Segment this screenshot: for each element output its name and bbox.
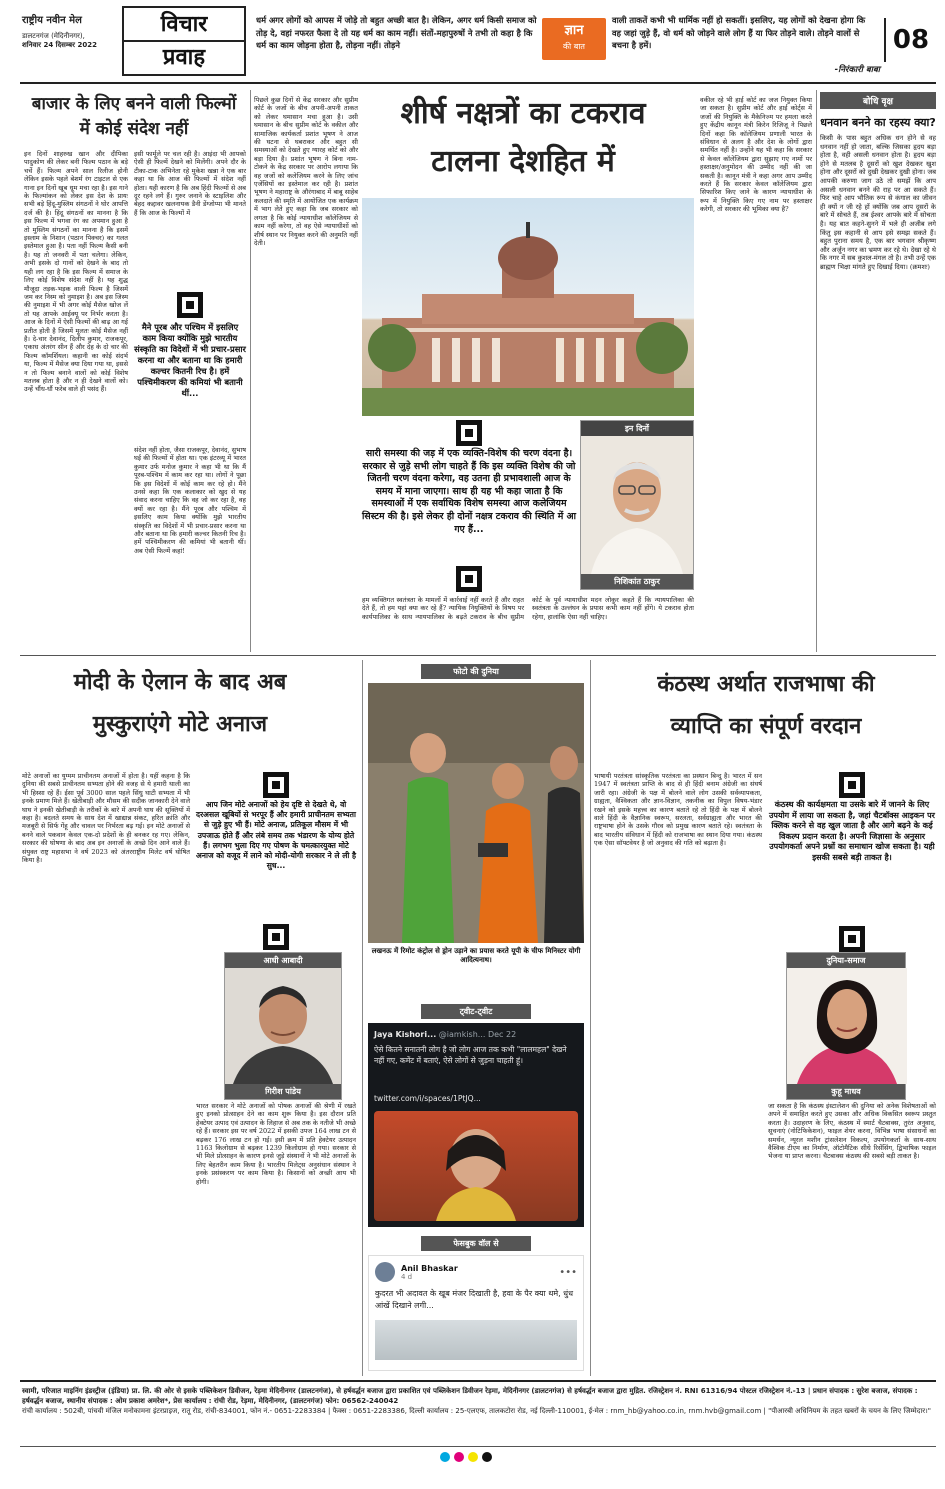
author-photo xyxy=(581,436,693,574)
quote-marker xyxy=(177,292,203,318)
sidebar-headline: धनवान बनने का रहस्य क्या? xyxy=(820,116,936,129)
millet-author-portrait xyxy=(225,968,341,1084)
facebook-image xyxy=(375,1320,577,1360)
language-author-tag: दुनिया-समाज xyxy=(787,953,905,968)
tweet-header xyxy=(374,1029,578,1040)
tweet-handle[interactable]: @iamkish... xyxy=(438,1030,486,1039)
quote-marker xyxy=(456,420,482,446)
facebook-section xyxy=(368,1236,584,1376)
tweet-section-tag: ट्वीट-ट्वीट xyxy=(421,1004,531,1019)
section-title-line1: विचार xyxy=(124,8,244,42)
author-photo-tag: इन दिनों xyxy=(581,421,693,436)
millet-body-col1: मोटे अनाजों का युग्मम प्राचीनतम अनाजों में होता है। यहीं कहना है कि दुनिया की सबसे प्राचीनतम सभ्यता होने की वजह से ये हमारी थाली का भी हिस्सा रहे हैं। ईसा पूर्व 3000 साल पहले सिंधु घाटी सभ्यता में भी इनके प्रमाण मिले हैं। खेतीबाड़ी और मौसम की सदीक जानकारी देने वाले घाघ ने इनकी खेतीबाड़ी के तरीकों के बारे में अपनी घाघ की सूक्तियों में कहा है। बदलते समय के साथ देश में खाद्यान्न संकट, हरित क्रांति और मजबूरी से सिर्फ गेंहू और चावल पर निर्भरता बढ़ गई। इन मोटे अनाजों से बनने वाले पकवान केवल एक-दो प्रदेशों के ही बनकर रह गए। लेकिन, सरकार की घोषणा के बाद अब इन अनाजों के अच्छे दिन आने वाले हैं। संयुक्त राष्ट्र महासभा ने वर्ष 2023 को अंतरराष्ट्रीय मिलेट वर्ष घोषित किया है। xyxy=(22,772,193,865)
photo-feature-tag: फोटो की दुनिया xyxy=(421,664,531,679)
supreme-court-image xyxy=(362,198,694,416)
language-pull-quote-box xyxy=(768,772,936,950)
gyan-badge-sub: की बात xyxy=(563,42,585,51)
masthead xyxy=(0,0,945,82)
paper-logo xyxy=(22,12,122,50)
sidebar-box xyxy=(820,92,939,652)
millet-body-col2: भारत सरकार ने मोटे अनाजों को पोषक अनाजों की श्रेणी में रखते हुए इनको प्रोत्साहन देने का काम शुरू किया है। इस दौरान प्रति हेक्टेयर उत्पाद एवं उत्पादन के लिहाज से अब तक के नतीजे भी अच्छे रहे हैं। सरकार इस पर वर्ष 2022 में इसकी उपज 164 लाख टन से बढ़कर 176 लाख टन हो गई। इसी क्रम में प्रति हेक्टेयर उत्पादन 1163 किलोग्राम से बढ़कर 1239 किलोग्राम हो गया। सरकार से भी मिले प्रोत्साहन के कारण इनसे जुड़े संस्थानों ने भी मोटे अनाजों के लिए बेहतरीन काम किया है। भारतीय मिलेट्स अनुसंधान संस्थान ने इनके प्रसंस्करण पर काम किया है। किसानों को अच्छी आय भी होगी। xyxy=(196,1102,359,1186)
section-rule xyxy=(20,655,936,656)
quote-marker xyxy=(839,926,865,952)
collegium-headline-line2: टालना देशहित में xyxy=(431,144,615,179)
quote-marker xyxy=(263,772,289,798)
tweet-card xyxy=(368,1023,584,1227)
tweet-author[interactable]: Jaya Kishori... xyxy=(374,1030,437,1039)
column-rule xyxy=(250,90,251,652)
quote-author: -निरंकारी बाबा xyxy=(834,65,880,75)
film-body-col1: इन दिनों शाहरुख खान और दीपिका पादुकोण की लेकर बनी फिल्म पठान के बड़े चर्चे हैं। फिल्म अपने साल रिलीज होनी लेकिन इसके पहले बेशर्म रंग टाइटल से एक गाना इन दिनों खूब धूम मचा रहा है। इस गाने के फिल्मांकन को लेकर इस देश के प्रायः सभी बड़े हिंदू-मुस्लिम संगठनों ने घोर आपत्ति दर्ज की है। हिंदू संगठनों का मानना है कि इस फिल्म में भगवा रंग का अपमान हुआ है तो मुस्लिम संगठनों का मानना है कि इसमें इस्लाम के निशान (पठान पिक्चर) का गलत इस्तेमाल हुआ है। पता नहीं फिल्म कैसी बनी है। यह तो जनवरी में पता चलेगा। लेकिन, अभी इसके दो गानों को देखने के बाद तो यही लग रहा है कि इस फिल्म में समाज के लिए कोई विशेष संदेश नहीं है। यह शुद्ध मौजूदा तड़क-भड़क वाली फिल्म है जिसमें जम कर निस्म को नुमाइश है। अब इस जिस्म की नुमाइश में भी अगर कोई मैसेज खोज लें तो यह आपके आईक्यू पर निर्भर करता है। आज के दिनों में ऐसी फिल्मों की बाढ़ आ गई प्रतीत होती है जिसमें मूलतः कोई मैसेज नहीं है। दे-चार देवानंद, दिलीप कुमार, राजकपूर, एकाध अंतरंग सीन हैं और देह के दो चार की फिल्म कॉमर्शियल। कहानी का कोई संदर्भ या, फिल्म में मैसेज क्या दिया गया था, इससे न तो फिल्म बनाने वालों को कोई विशेष मतलब होता है और न ही देखने वालों को। उन्हें चौंध-धौं फरेब वाले ही पसंद हैं। xyxy=(24,150,131,394)
cyan-dot xyxy=(440,1452,450,1462)
masthead-rule xyxy=(20,82,936,84)
facebook-author[interactable]: Anil Bhaskar xyxy=(401,1263,458,1273)
footer-rule xyxy=(20,1380,936,1382)
author-name: निशिकांत ठाकुर xyxy=(581,574,693,589)
section-title-box xyxy=(122,6,246,76)
facebook-header xyxy=(375,1262,577,1282)
language-headline-line2: व्याप्ति का संपूर्ण वरदान xyxy=(670,714,862,739)
facebook-text: कुदरत भी अदावत के खूब मंजर दिखाती है, हवा के पैर क्या थमे, धुंध आंखें दिखाने लगी... xyxy=(375,1289,574,1310)
tweet-date: Dec 22 xyxy=(487,1030,517,1039)
film-pull-quote: मैने पूरब और पश्चिम में इसलिए काम किया क्योंकि मुझे भारतीय संस्कृति का विदेशों में भी प्रचार-प्रसार करना था और बताना था कि हमारी कल्चर कितनी रिच है। हमें पश्चिमीकरण की कमियां भी बतानी थीं... xyxy=(134,322,246,398)
column-rule xyxy=(816,90,817,652)
film-headline: बाजार के लिए बनने वाली फिल्मों में कोई संदेश नहीं xyxy=(31,94,237,139)
millet-headline-line1: मोदी के ऐलान के बाद अब xyxy=(73,670,287,695)
tweet-link[interactable]: twitter.com/i/spaces/1PtJQ... xyxy=(374,1094,481,1103)
footer-line2: रांची कार्यालय : 502बी, पांचवी मंजिल मनोकामना इंटरप्राइज, रातू रोड, रांची-834001, फोन नं.- 0651-2283384 | फैक्स : 0651-2283386, दिल्ली कार्यालय : 25-एलएफ, तालकटोरा रोड, नई दिल्ली-110001, ई-मेल : rnm_hb@yahoo.co.in, rnm.hvb@gmail.com | "पीआरबी अधिनियम के तहत खबरों के चयन के लिए जिम्मेदार।" xyxy=(22,1407,931,1415)
collegium-headline xyxy=(360,90,686,190)
tweet-image xyxy=(374,1111,578,1221)
collegium-body-col1: पिछले कुछ दिनों से केंद्र सरकार और सुप्रीम कोर्ट के जजों के बीच अपनी-अपनी ताकत को लेकर घमासान मचा हुआ है। उसी घमासान के बीच सुप्रीम कोर्ट के वकील और सामाजिक कार्यकर्ता प्रशांत भूषण ने आज की घटना से घबराकर और बहुत सी समस्याओं को देखते हुए ग्यारह कोर्ट को और बड़ा दिया है। प्रशांत भूषण ने बिना नाम-टोकने के केंद्र सरकार पर आरोप लगाया कि वह जजों को कलेजियम करने के लिए जांच एजेंसियों का इस्तेमाल कर रही है। प्रशांत भूषण ने महाराष्ट्र के औरंगाबाद में बाबू साहेब कलदाते की स्मृति में आयोजित एक कार्यक्रम में भाग लेते हुए कहा कि जब सरकार को लगता है कि कोई न्यायाधीश कॉलेजियम से काम नहीं करेगा, तो वह ऐसे न्यायाधीशों को शीर्ष स्थान पर नियुक्त करने की अनुमति नहीं देती। xyxy=(254,96,361,247)
column-rule xyxy=(362,660,363,1376)
paper-date: शनिवार 24 दिसम्बर 2022 xyxy=(22,41,97,49)
sidebar-tag: बोधि वृक्ष xyxy=(820,92,936,109)
millet-author-photo xyxy=(225,968,341,1084)
footer-bottom-rule xyxy=(20,1446,936,1447)
tweet-portrait xyxy=(374,1111,578,1221)
quote-marker xyxy=(263,924,289,950)
black-dot xyxy=(482,1452,492,1462)
quote-right: वाली ताकतें कभी भी धार्मिक नहीं हो सकतीं। इसलिए, यह लोगों को देखना होगा कि वह जहां जुड़े हैं, वो धर्म को जोड़ने वाले लोग हैं या फिर तोड़ने वाले। तोड़ने वालों से बचना है हमें। xyxy=(612,15,866,51)
author-photo-box xyxy=(580,420,694,590)
magenta-dot xyxy=(454,1452,464,1462)
paper-place: डालटनगंज (मेदिनीनगर), xyxy=(22,32,85,40)
column-rule xyxy=(590,660,591,1376)
millet-pull-quote-box xyxy=(196,772,356,950)
millet-headline xyxy=(22,662,338,762)
millet-author-box xyxy=(224,952,342,1100)
language-author-name: कुहू माधव xyxy=(787,1084,905,1099)
language-body-col2: जा सकता है कि कंठस्थ इंस्टालेशन की दुनिया को अनेक विशेषताओं को अपने में समाहित करते हुए उसका और अधिक विकसित स्वरूप प्रस्तुत करता है। उदाहरण के लिए, कंठस्थ में स्मार्ट चैटबाक्स, तुरंत अनुवाद, सूचनाएं (नोटिफिकेशन), फाइल शेयर करना, विभिन्न भाषा संसाधनों का समर्थन, न्यूरल मशीन ट्रांसलेशन विकल्प, उपयोगकर्ता के साथ-साथ वैश्विक टीएम का निर्माण, ऑटोमैटिक सीधे रिसेंसिंग, द्विभाषिक फाइल भेजना या प्राप्त करना। चैटबाक्स कंठस्थ की सबसे बड़ी ताकत है। xyxy=(768,1102,939,1161)
footer-imprint xyxy=(22,1386,934,1442)
language-headline xyxy=(594,664,938,764)
millet-author-tag: आधी आबादी xyxy=(225,953,341,968)
millet-author-name: गिरीश पांडेय xyxy=(225,1084,341,1099)
collegium-headline-line1: शीर्ष नक्षत्रों का टकराव xyxy=(400,96,646,131)
language-author-box xyxy=(786,952,906,1100)
facebook-time: 4 d xyxy=(401,1272,413,1281)
tweet-text: ऐसे कितने सनातनी लोग है जो लोग आज तक कभी "लालमहल" देखने नहीं गए, कमेंट में बताएं, ऐसे लोगों से जुड़ना चाहती हूं। xyxy=(374,1045,567,1065)
quote-left: धर्म अगर लोगों को आपस में जोड़े तो बहुत अच्छी बात है। लेकिन, अगर धर्म किसी समाज को तोड़ दे, वहां नफरत फैला दे तो यह धर्म का काम नहीं। संतों-महापुरुषों ने तभी तो कहा है कि धर्म का काम जोड़ना होता है, तोड़ना नहीं। तोड़ने xyxy=(256,15,537,51)
author-portrait xyxy=(581,436,693,574)
tweet-section xyxy=(368,1004,584,1230)
quote-marker xyxy=(456,566,482,592)
film-body-col3: संदेश नहीं होता, जैसा राजकपूर, देवानंद, सुभाष घई की फिल्मों में होता था। एक इंटरव्यू में भारत कुमार उर्फ मनोज कुमार ने कहा भी था कि मैं पूरब-पश्चिम में काम कर रहा था। लोगों ने पूछा कि इस विदेशों में कोई काम कर रहे हो। मैंने उनसे कहा कि एक कलाकार को खुद से यह संवाद करना चाहिए कि वह जो कर रहा है, वह क्यों कर रहा है। मैंने पूरब और पश्चिम में इसलिए काम किया क्योंकि मुझे भारतीय संस्कृति का विदेशों में भी प्रचार-प्रसार करना था और बताना था कि हमारी कल्चर कितनी रिच है। हमें पश्चिमीकरण की कमियां भी बतानी थीं। अब ऐसी फिल्में कहां! xyxy=(134,446,249,555)
gyan-badge xyxy=(542,18,606,60)
collegium-pull-quote: सारी समस्या की जड़ में एक व्यक्ति-विशेष की चरण वंदना है। सरकार से जुड़े सभी लोग चाहते हैं कि इस व्यक्ति विशेष की जो जितनी चरण वंदना करेगा, वह उतना ही प्रभावशाली आज के समय में माना जाएगा। साथ ही यह भी कहा जाता है कि समस्याओं में एक सर्वाधिक विशेष समस्या आज कलेजियम सिस्टम की है। इसे लेकर ही दोनों नक्षत्र टकराव की स्थिति में आ गए हैं... xyxy=(362,448,577,535)
more-options-icon[interactable]: ••• xyxy=(559,1266,577,1278)
footer-line1: स्वामी, परिजात माइनिंग इंडस्ट्रीज (इंडिया) प्रा. लि. की ओर से इसके पब्लिकेशन डिवीजन, रेड़मा मेदिनीनगर (डालटनगंज), से हर्षवर्द्धन बजाज द्वारा प्रकाशित एवं पब्लिकेशन डिवीजन रेड़मा, मेदिनीनगर (डालटनगंज) से हर्षवर्द्धन बजाज द्वारा मुद्रित. रजिस्ट्रेशन नं. RNI 61316/94 पोस्टल रजिस्ट्रेशन नं.-13 | प्रधान संपादक : सुरेश बजाज, संपादक : हर्षवर्द्धन बजाज, स्थानीय संपादक : ओम प्रकाश अमरेश*, प्रेस कार्यालय : रांची रोड, रेड़मा, मेदिनीनगर, (डालटनगंज) फोन: 06562-240042 xyxy=(22,1387,918,1405)
quote-marker xyxy=(839,772,865,798)
collegium-pull-quote-box xyxy=(362,420,576,590)
supreme-court-building xyxy=(362,198,694,416)
film-pull-quote-box xyxy=(134,292,246,442)
language-author-photo xyxy=(787,968,905,1084)
photo-feature-box xyxy=(368,664,584,994)
photo-feature-image xyxy=(368,683,584,943)
registration-marks xyxy=(440,1452,520,1464)
paper-name: राष्ट्रीय नवीन मेल xyxy=(22,15,82,26)
gyan-badge-word: ज्ञान xyxy=(564,23,584,38)
page-number: 08 xyxy=(884,18,936,62)
facebook-card xyxy=(368,1255,584,1371)
facebook-section-tag: फेसबुक वॉल से xyxy=(421,1236,531,1251)
yellow-dot xyxy=(468,1452,478,1462)
collegium-body-col3: वकील रहे भी हाई कोर्ट का जज नियुक्त किया जा सकता है। सुप्रीम कोर्ट और हाई कोर्ट्स में जजों की नियुक्ति के मैकेनिज्म पर हमला करते हुए केंद्रीय कानून मंत्री किरेन रिजिजू ने पिछले दिनों कहा कि कॉलेजियम प्रणाली भारत के संविधान से अलग है और देश के लोगों द्वारा समर्थित नहीं है। उन्होंने यह भी कहा कि सरकार से केवल कॉलेजियम द्वारा सुझाए गए नामों पर हस्ताक्षर/अनुमोदन की उम्मीद नहीं की जा सकती है। कानून मंत्री ने कहा अगर आप उम्मीद करते हैं कि सरकार केवल कॉलेजियम द्वारा सिफारिश किए जाने के कारण न्यायाधीश के रूप में नियुक्ति किए गए नाम पर हस्ताक्षर करेगी, तो सरकार की भूमिका क्या है? xyxy=(700,96,815,214)
language-headline-line1: कंठस्थ अर्थात राजभाषा की xyxy=(657,672,875,697)
section-title-line2: प्रवाह xyxy=(162,45,206,70)
language-body-col1: भाषायी परतंत्रता सांस्कृतिक परतंत्रता का प्रस्थान बिन्दु है। भारत में सन 1947 में स्वतंत्रता प्राप्ति के बाद से ही हिंदी बनाम अंग्रेजी का संघर्ष जारी रहा। अंग्रेजी के पक्ष में बोलने वाले लोग उसकी सर्वव्यापकता, ग्राह्यता, वैश्विकता और ज्ञान-विज्ञान, तकनीक का विपुल विषय-भंडार रखने को इसके महत्त्व का कारण बताते रहे तो हिंदी के पक्ष में बोलने वाले हिंदी के वैज्ञानिक स्वरूप, सरलता, सर्वग्राह्यता और भारत की राष्ट्रभाषा होने के उसके गौरव को प्रमुख कारण बताते रहे। स्वतंत्रता के बाद भारतीय संविधान में हिंदी को राजभाषा का स्थान दिया गया। कंठस्थ एक ऐसा सॉफ्टवेयर है जो अनुवाद की गति को बढ़ाता है। xyxy=(594,772,765,848)
language-pull-quote: कंठस्थ की कार्यक्षमता या उसके बारे में जानने के लिए उपयोग में लाया जा सकता है, जहां चैटबॉक्स आइकन पर क्लिक करने से वह खुल जाता है और आगे बढ़ने के कई विकल्प प्रदान करता है। अपनी जिज्ञासा के अनुसार उपयोगकर्ता अपने प्रश्नों का समाधान खोज सकता है। यही इसकी सबसे बड़ी ताकत है। xyxy=(769,800,935,862)
avatar[interactable] xyxy=(375,1262,395,1282)
collegium-bottom-text: हम व्यक्तिगत स्वतंत्रता के मामलों में कार्रवाई नहीं करते हैं और राहत देते हैं, तो हम यहां क्या कर रहे हैं? न्यायिक नियुक्तियों के विषय पर कार्यपालिका के साथ न्यायपालिका के बढ़ते टकराव के बीच सुप्रीम कोर्ट के पूर्व न्यायाधीश मदन लोकुर कहते हैं कि न्यायपालिका की स्वतंत्रता के उल्लंघन के प्रयास कभी काम नहीं होंगे। ये टकराव होता रहेगा, हालांकि ऐसा नहीं चाहिए। xyxy=(362,596,697,621)
sidebar-body: किसी के पास बहुत अधिक धन होने से वह धनवान नहीं हो जाता, बल्कि जिसका हृदय बड़ा होता है, वही असली धनवान होता है। हृदय बड़ा होने से मतलब है दूसरों को खुश देखकर खुश होना और दूसरों को दुखी देखकर दुखी होना। जब आपकी करुणा जाग उठे तो समझें कि आप असली धनवान बनने की राह पर आ सकते हैं। फिर चाहे आप भौतिक रूप से कंगाल का जीवन ही क्यों न जी रहे हों क्योंकि जब आप दूसरों के बारे में सोचते हैं, तब ईश्वर आपके बारे में सोचता है। यह बात कहने-सुनने में भले ही अजीब लगे किंतु इस कहानी से आप इसे समझ सकते हैं। बहुत पुराना समय है, एक बार भगवान श्रीकृष्ण और अर्जुन नगर का भ्रमण कर रहे थे। देखा रहे थे कि नगर में सब कुशल-मंगल तो है। तभी उन्हें एक ब्राह्मण भिक्षा मांगते हुए दिखाई दिया। (क्रमशः) xyxy=(820,134,939,271)
photo-feature-caption: लखनऊ में रिमोट कंट्रोल से ड्रोन उड़ाने का प्रयास करते यूपी के चीफ मिनिस्टर योगी आदित्यनाथ। xyxy=(371,947,581,964)
language-author-portrait xyxy=(787,968,907,1084)
film-body-col2: इसी फार्मूले पर चल रही है। आइंदा भी आपको ऐसी ही फिल्में देखने को मिलेंगी। अपने दौर के टीका-टाक अभिनेता रहे मुकेश खन्ना ने एक बार कहा था कि आज की फिल्मों में संदेश नहीं होता। यही कारण है कि अब हिंदी फिल्मों से अब दूर रहने लगे हैं। गुरुर जनाने के स्टाइलिश और बेहद कद्दावर खलनायक डैनी डेंग्जोप्पा भी मानते हैं कि आज के फिल्मों में xyxy=(134,150,249,217)
millet-pull-quote: आप जिन मोटे अनाजों को हेय दृष्टि से देखते थे, वो दरअसल खूबियों से भरपूर हैं और हमारी प्राचीनतम सभ्यता से जुड़े हुए भी हैं। मोटे अनाज, प्रतिकूल मौसम में भी उपजाऊ होते हैं और लंबे समय तक भंडारण के योग्य होते हैं। लगभग भुला दिए गए पोषण के चमत्कारयुक्त मोटे अनाज को वजूद में लाने को मोदी-योगी सरकार ने ले ली है सुध... xyxy=(196,800,356,871)
photo-feature-scene xyxy=(368,683,584,943)
millet-headline-line2: मुस्कुराएंगे मोटे अनाज xyxy=(92,712,268,737)
